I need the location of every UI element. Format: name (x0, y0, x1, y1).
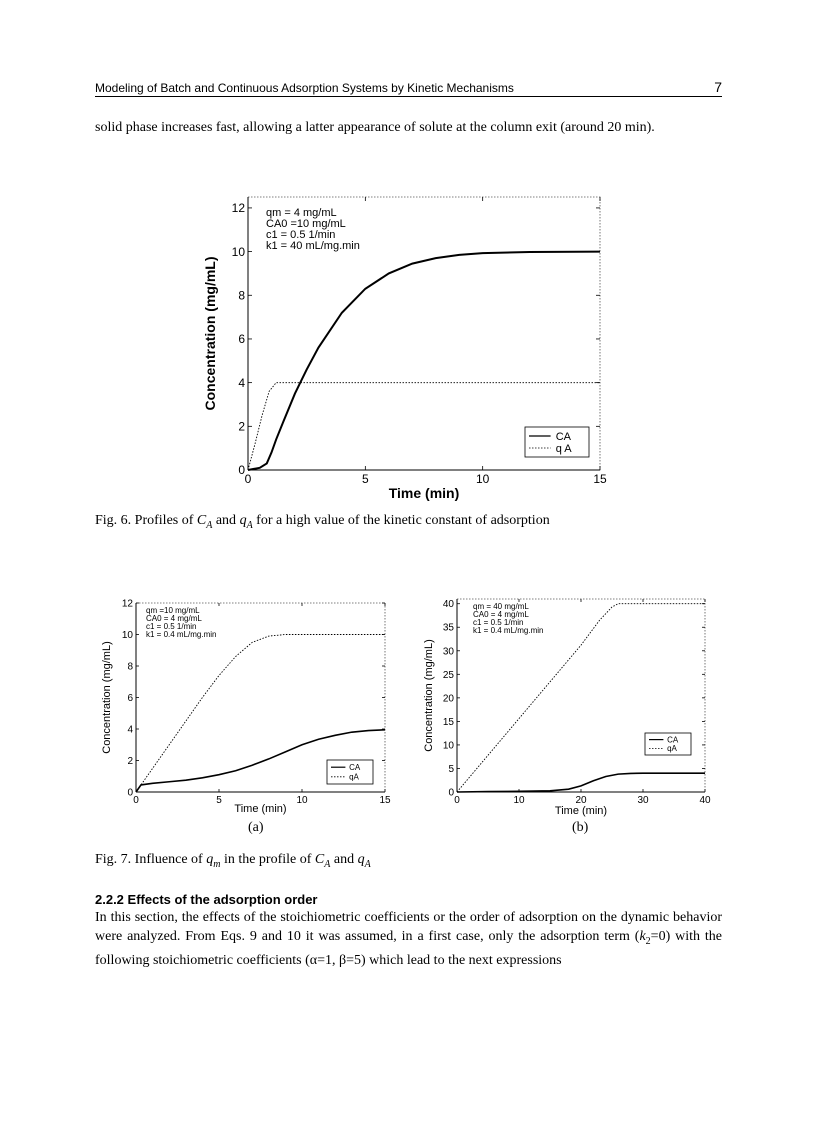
fig7a-legend-label: CA (349, 763, 361, 772)
fig6-y-tick-label: 4 (238, 375, 245, 390)
fig7a-y-tick-label: 10 (121, 630, 133, 641)
fig7b-y-tick-label: 0 (448, 787, 454, 799)
fig7b-legend-label: qA (667, 744, 677, 754)
intro-paragraph: solid phase increases fast, allowing a latter appearance of solute at the column exit (around 20 min). (95, 120, 655, 135)
fig6-caption-var-c-sub: A (206, 519, 213, 531)
page-number: 7 (714, 79, 722, 95)
fig7b-label: (b) (572, 820, 589, 835)
fig7a-x-tick-label: 5 (216, 795, 222, 806)
fig6-x-tick-label: 10 (475, 472, 490, 486)
running-header-title: Modeling of Batch and Continuous Adsorption Systems by Kinetic Mechanisms (95, 81, 514, 95)
fig7a-x-tick-label: 10 (296, 795, 308, 806)
fig6-x-tick-label: 5 (361, 472, 369, 486)
fig7b-x-tick-label: 40 (699, 795, 711, 806)
fig6-caption-var-q-sub: A (246, 519, 253, 531)
fig6-annotation-line: CA0 =10 mg/mL (266, 218, 346, 230)
fig6-y-tick-label: 6 (238, 332, 245, 347)
body-paragraph-k-var: k (639, 929, 646, 944)
fig7b-y-tick-label: 10 (442, 740, 454, 752)
fig7b-x-tick-label: 10 (513, 795, 525, 806)
fig6-y-tick-label: 10 (231, 244, 245, 259)
fig7-caption-var-qm-sub: m (213, 858, 221, 870)
fig7a-y-tick-label: 0 (127, 787, 133, 799)
fig7a-y-tick-label: 2 (127, 756, 133, 767)
fig7a-annotation-line: k1 = 0.4 mL/mg.min (146, 630, 217, 639)
fig7b-legend-label: CA (667, 735, 679, 745)
fig7-caption (95, 851, 371, 874)
fig7a-y-axis-label: Concentration (mg/mL) (101, 641, 113, 754)
fig7-caption-mid: in the profile of (220, 852, 315, 867)
fig7b-y-tick-label: 35 (442, 622, 454, 634)
body-paragraph-part2: =0) with the following stoichiometric coefficients (α=1, β=5) which lead to the next expressions (95, 929, 723, 968)
fig6-caption-prefix: Fig. 6. Profiles of (95, 513, 197, 528)
fig7b-y-tick-label: 30 (442, 646, 454, 658)
fig7a-x-tick-label: 15 (379, 795, 391, 806)
fig6-caption-and: and (215, 513, 237, 528)
fig7b-annotation-line: CA0 = 4 mg/mL (473, 610, 529, 619)
fig7-caption-var-c-sub: A (324, 858, 331, 870)
fig7b-annotation-line: k1 = 0.4 mL/mg.min (473, 626, 544, 635)
fig7b-y-tick-label: 5 (448, 763, 454, 775)
fig7-caption-var-q: q (357, 852, 365, 867)
fig7a-y-tick-label: 8 (127, 661, 133, 673)
fig7-caption-var-qm: q (206, 852, 214, 867)
fig6-y-tick-label: 8 (238, 288, 245, 303)
fig7-caption-var-c: C (314, 852, 325, 867)
body-paragraph-part1: In this section, the effects of the stoichiometric coefficients or the order of adsorption on the dynamic behavior were analyzed. From Eqs. 9 and 10 it was assumed, in a first case, only the adsorption term ( (95, 910, 722, 944)
fig6-x-tick-label: 15 (593, 472, 607, 486)
fig7a-y-tick-label: 4 (127, 724, 133, 736)
fig7-caption-and: and (333, 852, 355, 867)
fig6-caption-var-c: C (196, 513, 207, 528)
fig6-caption-var-q: q (239, 513, 247, 528)
fig7b-y-tick-label: 40 (442, 599, 454, 611)
fig7a-x-axis-label: Time (min) (234, 803, 287, 815)
fig7b-annotation-line: c1 = 0.5 1/min (473, 618, 524, 627)
fig6-annotation-line: qm = 4 mg/mL (266, 207, 337, 219)
fig6-x-tick-label: 0 (244, 472, 252, 486)
fig6-x-axis-label: Time (min) (388, 485, 460, 501)
fig7b-y-tick-label: 25 (442, 669, 454, 681)
fig6-y-tick-label: 0 (238, 463, 245, 478)
fig6-y-tick-label: 12 (231, 201, 245, 216)
fig6-caption-rest: for a high value of the kinetic constant of adsorption (252, 513, 550, 528)
fig7-caption-var-q-sub: A (364, 858, 371, 870)
fig7b-x-tick-label: 30 (637, 795, 649, 806)
fig6-y-axis-label: Concentration (mg/mL) (202, 256, 218, 411)
fig7b-y-tick-label: 15 (442, 716, 454, 728)
fig7b-annotation-line: qm = 40 mg/mL (473, 602, 529, 611)
fig7a-annotation-line: c1 = 0.5 1/min (146, 622, 197, 631)
fig6-annotation-line: k1 = 40 mL/mg.min (266, 240, 360, 252)
fig6-annotation-line: c1 = 0.5 1/min (266, 229, 336, 241)
fig7a-legend-label: qA (349, 772, 359, 782)
body-paragraph (95, 908, 722, 970)
fig6-legend-label: q A (555, 442, 572, 455)
fig7b-y-tick-label: 20 (442, 693, 454, 705)
body-paragraph-k-sub: 2 (645, 935, 651, 947)
fig7a-x-tick-label: 0 (133, 795, 139, 806)
fig7a-y-tick-label: 12 (121, 598, 133, 610)
fig7b-x-tick-label: 20 (575, 795, 587, 806)
fig7b-y-axis-label: Concentration (mg/mL) (423, 639, 435, 752)
fig6-legend-label: CA (555, 430, 572, 443)
fig7b-x-axis-label: Time (min) (554, 805, 608, 817)
fig7b-x-tick-label: 0 (454, 795, 460, 806)
fig7a-label: (a) (248, 820, 264, 835)
fig7a-annotation-line: CA0 = 4 mg/mL (146, 614, 202, 623)
fig6-y-tick-label: 2 (238, 419, 245, 434)
fig7a-annotation-line: qm =10 mg/mL (146, 606, 200, 615)
fig7-caption-prefix: Fig. 7. Influence of (95, 852, 207, 867)
fig7a-y-tick-label: 6 (127, 693, 133, 704)
section-title: 2.2.2 Effects of the adsorption order (95, 892, 318, 907)
